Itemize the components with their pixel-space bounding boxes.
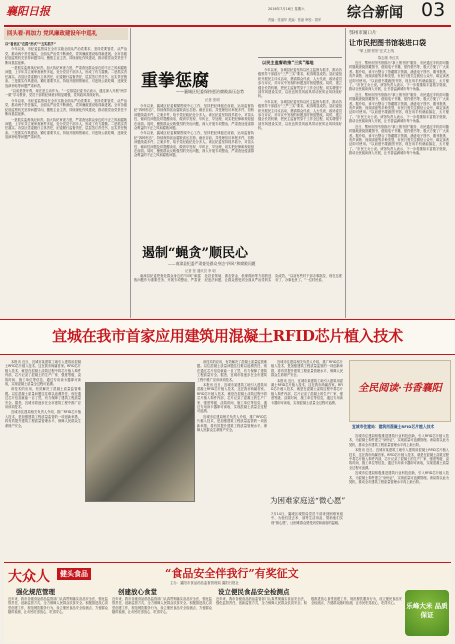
column-divider xyxy=(130,28,131,318)
column-divider-2 xyxy=(345,28,346,318)
left-column-text xyxy=(5,42,127,306)
headline-text: 宜城在我市首家应用建筑用混凝土RFID芯片植入技术 xyxy=(52,327,403,345)
ad-brand-logo: 大众人 xyxy=(8,569,50,585)
reading-paragraph-3: 宜城市住建局积极推进建筑行业科技创新，引入RFID芯片植入技术，为混凝土构件建立“身份证”，实现质量可追溯管理。该局将以此为契机，推动全市建筑工程质量管理水平再上新台阶。 xyxy=(349,471,449,485)
reading-body xyxy=(349,434,449,560)
right-body xyxy=(349,61,449,318)
article2-paragraph-2: 今年以来，谷城县纪委坚持以民主监督为抓手，推动各级领导干部践行“三严三实”要求，取得明显成效。县纪委组织开展民主评议活动，邀请群众代表、人大代表、政协委员参与评议，对评议中发现的问题及时督促整改。同时，建立健全长效机制，把民主监督贯穿于工作全过程，切实增强干部作风建设实效，以优良的党风政风带动民风社风持续好转。 xyxy=(258,99,342,131)
lower-col1-paragraph-2: 该技术的应用，有效解决了混凝土质量监管难题。以往混凝土质量问题往往难以追溯责任，现在通过芯片信息就能一目了然，有力保障了建筑工程质量安全。据悉，宜城市将逐步在全市建筑工程中推广应用该项技术。 xyxy=(5,387,81,410)
lower-col2-paragraph: 该技术的应用，有效解决了混凝土质量监管难题。以往混凝土质量问题往往难以追溯责任，现在通过芯片信息就能一目了然，有力保障了建筑工程质量安全。据悉，宜城市将逐步在全市建筑工程中推广应用该项技术。 xyxy=(197,360,267,382)
article3-subtitle: ——南漳县纪委严肃查处群众身边“四风”和腐败问题 xyxy=(168,261,256,266)
rice-product-icon xyxy=(405,590,449,636)
ad-col3-title: 设立便民食品安全检测点 xyxy=(218,588,290,596)
right-subtitle: “掌上图书馆”正式上线 xyxy=(358,49,395,53)
right-kicker: 鄂州市湖口片 xyxy=(349,31,377,36)
reading-sub-title: 宜城市住建局：建筑用混凝土RFID芯片植入技术 xyxy=(352,424,435,429)
left-paragraph-3: “以前是挤牙膏，现在是主动作为。”一位基层纪委书记表示，通过深入开展“两学一做”学习教育，党员干部的纪律意识明显增强，党风政风持续好转。 xyxy=(5,89,127,98)
left-subhead: 以“看县区”在提“形式”“五实抓手” xyxy=(5,42,56,46)
ad-main-title: “食品安全伴我行”有奖征文 xyxy=(165,567,299,580)
right-paragraph-3: 近日，鄂州市图书馆推出“掌上图书馆”服务，市民通过手机即可随时随地查阅馆藏图书、借阅电子书籍、预约借书等，极大方便了广大读者。据介绍，该平台整合了馆藏数字资源，涵盖电子图书、期刊报纸、有声读物、视频讲座等多种类型，市民只需关注微信公众号，绑定读者证即可使用。“以前借书要跑图书馆，现在用手机就能搞定，太方便了。”市民王女士说。该馆负责人表示，下一步将继续丰富数字资源，推动全民阅读深入开展，让书香溢满城市每个角落。 xyxy=(349,124,449,156)
lower-col-1 xyxy=(5,360,81,560)
lower-col-2 xyxy=(197,360,267,560)
article3-title: 遏制“蝇贪”顺民心 xyxy=(142,246,248,261)
left-banner xyxy=(4,28,128,40)
ad-col2-title: 创建放心食堂 xyxy=(118,588,157,596)
article2-paragraph: 今年以来，谷城县纪委坚持以民主监督为抓手，推动各级领导干部践行“三严三实”要求，取得明显成效。县纪委组织开展民主评议活动，邀请群众代表、人大代表、政协委员参与评议，对评议中发现的问题及时督促整改。同时，建立健全长效机制，把民主监督贯穿于工作全过程，切实增强干部作风建设实效，以优良的党风政风带动民风社风持续好转。 xyxy=(258,68,342,99)
article1-paragraph-2: 今年以来，襄城区纪委紧紧围绕中心工作，坚持把纪律挺在前面，运用监督执纪“四种形态”，持续保持惩治腐败高压态势。截至目前，共受理信访举报多件，初核问题线索多件，立案多件，给予党纪政纪处分多人。该区纪委坚持抓早抓小，对苗头性、倾向性问题及时提醒谈话，做到早发现、早纠正、早处理，切实把纪律和规矩挺在前面。同时，聚焦群众反映强烈的突出问题，深入开展专项整治，严肃查处侵害群众利益的不正之风和腐败问题。 xyxy=(134,131,254,158)
article2-rule xyxy=(258,57,342,58)
left-paragraph-1b: 今年以来，市纪委监察局在全市实施全面从严治党要求，坚持党要管党、从严治党，推动两个责任落实，全面从严治党不断深化，党风廉政建设取得新进展。全市各级纪检监察机关坚持问题导向，聚焦主业主责，持续深化作风建设，推动管党治党责任不断向基层延伸。 xyxy=(5,98,127,117)
ad-col1-text: 近年来，我市各级食品药品监管部门认真贯彻落实食品安全法，强化监管责任，创新监管方式，全力保障人民群众饮食安全。积极推进放心食堂创建工作，规范餐饮服务行为，设立便民食品安全检测点，方便群众随时检测，让市民吃得放心、吃得安心。 xyxy=(8,597,108,615)
masthead-rule xyxy=(4,25,451,27)
article1-byline: 记者 张明 xyxy=(205,98,220,102)
reading-promo-box xyxy=(349,360,451,422)
article1-paragraph: 今年以来，襄城区纪委紧紧围绕中心工作，坚持把纪律挺在前面，运用监督执纪“四种形态”，持续保持惩治腐败高压态势。截至目前，共受理信访举报多件，初核问题线索多件，立案多件，给予党纪政纪处分多人。该区纪委坚持抓早抓小，对苗头性、倾向性问题及时提醒谈话，做到早发现、早纠正、早处理，切实把纪律和规矩挺在前面。同时，聚焦群众反映强烈的突出问题，深入开展专项整治，严肃查处侵害群众利益的不正之风和腐败问题。 xyxy=(134,104,254,131)
ad-organizers: 主办：襄阳市食品药品监督管理局 襄阳日报社 xyxy=(170,581,239,585)
photo-story-caption: 7月14日，襄城区城管局党员干部来到困难家庭中，为他们送去米、油等生活用品，帮助他们实现“微心愿”，让困难群众感受到党和政府的温暖。 xyxy=(271,512,343,525)
ad-col2-text: 近年来，我市各级食品药品监管部门认真贯彻落实食品安全法，强化监管责任，创新监管方式，全力保障人民群众饮食安全。积极推进放心食堂创建工作，规范餐饮服务行为，设立便民食品安全检测点，方便群众随时检测，让市民吃得放心、吃得安心。 xyxy=(112,597,212,615)
article3-body xyxy=(134,274,342,318)
lower-col1-paragraph: 本报讯 近日，宜城市某建筑工地引入建筑用混凝土RFID芯片植入技术，这在我市尚属首家。RFID芯片植入技术，就是在混凝土浇筑过程中将芯片植入构件内部，芯片记录了混凝土的生产厂家、强度等级、浇筑时间、施工单位等信息，通过专用读卡器即可读取，实现混凝土质量全过程可追溯。 xyxy=(5,360,81,387)
article2-body xyxy=(258,68,342,234)
photo-story-title: 为困难家庭送“微心愿” xyxy=(270,496,346,505)
lower-col3-paragraph: 宜城市住建局相关负责人介绍，推广RFID芯片植入技术，是加强建筑工程质量监管的一项创新举措，将有效提升建筑工程质量管理水平，保障人民群众生命财产安全。 xyxy=(271,360,343,378)
ad-brand-tag: 健头食品 xyxy=(57,568,91,580)
reading-paragraph-2: 本报讯 近日，宜城市某建筑工地引入建筑用混凝土RFID芯片植入技术，这在我市尚属首家。RFID芯片植入技术，就是在混凝土浇筑过程中将芯片植入构件内部，芯片记录了混凝土的生产厂家、强度等级、浇筑时间、施工单位等信息，通过专用读卡器即可读取，实现混凝土质量全过程可追溯。 xyxy=(349,448,449,470)
lower-col3-paragraph-2: 本报讯 近日，宜城市某建筑工地引入建筑用混凝土RFID芯片植入技术，这在我市尚属首家。RFID芯片植入技术，就是在混凝土浇筑过程中将芯片植入构件内部，芯片记录了混凝土的生产厂家、强度等级、浇筑时间、施工单位等信息，通过专用读卡器即可读取，实现混凝土质量全过程可追溯。 xyxy=(271,378,343,405)
editor-credits: 责编：张丽华 美编：张丽 审校：胡军 xyxy=(268,18,322,22)
left-banner-title: 回头看·再加力 党风廉政建设年中巡礼 xyxy=(7,31,98,37)
lower-col1-paragraph-3: 宜城市住建局相关负责人介绍，推广RFID芯片植入技术，是加强建筑工程质量监管的一项创新举措，将有效提升建筑工程质量管理水平，保障人民群众生命财产安全。 xyxy=(5,410,81,428)
ad-slogan: 乐峰大米 品质保证 xyxy=(406,602,448,619)
headline-banner xyxy=(0,319,455,355)
left-paragraph-2b: 一是抓实监督执纪问责。加大执纪审查力度，严肃查处群众身边的不正之风和腐败问题，上半年共立案审查案件多起，处分党员干部多人，形成了有力震慑。二是抓实责任落实。各县区党委履行主体责任，纪委履行监督责任，层层签订责任书，压实责任链条。三是抓实作风建设。紧盯重要节点，持续开展明察暗访，对违规公款吃喝、违规发放津补贴等问题严肃问责。 xyxy=(5,117,127,140)
right-paragraph: 近日，鄂州市图书馆推出“掌上图书馆”服务，市民通过手机即可随时随地查阅馆藏图书、借阅电子书籍、预约借书等，极大方便了广大读者。据介绍，该平台整合了馆藏数字资源，涵盖电子图书、期刊报纸、有声读物、视频讲座等多种类型，市民只需关注微信公众号，绑定读者证即可使用。“以前借书要跑图书馆，现在用手机就能搞定，太方便了。”市民王女士说。该馆负责人表示，下一步将继续丰富数字资源，推动全民阅读深入开展，让书香溢满城市每个角落。 xyxy=(349,61,449,92)
reading-paragraph: 宜城市住建局积极推进建筑行业科技创新，引入RFID芯片植入技术，为混凝土构件建立“身份证”，实现质量可追溯管理。该局将以此为契机，推动全市建筑工程质量管理水平再上新台阶。 xyxy=(349,434,449,447)
lower-col2-paragraph-3: 宜城市住建局相关负责人介绍，推广RFID芯片植入技术，是加强建筑工程质量监管的一项创新举措，将有效提升建筑工程质量管理水平，保障人民群众生命财产安全。 xyxy=(197,414,267,433)
left-paragraph-1: 今年以来，市纪委监察局在全市实施全面从严治党要求，坚持党要管党、从严治党，推动两个责任落实，全面从严治党不断深化，党风廉政建设取得新进展。全市各级纪检监察机关坚持问题导向，聚焦主业主责，持续深化作风建设，推动管党治党责任不断向基层延伸。 xyxy=(5,47,127,65)
lower-col2-paragraph-2: 本报讯 近日，宜城市某建筑工地引入建筑用混凝土RFID芯片植入技术，这在我市尚属首家。RFID芯片植入技术，就是在混凝土浇筑过程中将芯片植入构件内部，芯片记录了混凝土的生产厂家、强度等级、浇筑时间、施工单位等信息，通过专用读卡器即可读取，实现混凝土质量全过程可追溯。 xyxy=(197,383,267,414)
right-paragraph-2: 近日，鄂州市图书馆推出“掌上图书馆”服务，市民通过手机即可随时随地查阅馆藏图书、借阅电子书籍、预约借书等，极大方便了广大读者。据介绍，该平台整合了馆藏数字资源，涵盖电子图书、期刊报纸、有声读物、视频讲座等多种类型，市民只需关注微信公众号，绑定读者证即可使用。“以前借书要跑图书馆，现在用手机就能搞定，太方便了。”市民王女士说。该馆负责人表示，下一步将继续丰富数字资源，推动全民阅读深入开展，让书香溢满城市每个角落。 xyxy=(349,92,449,124)
reading-promo-title: 全民阅读·书香襄阳 xyxy=(358,383,442,394)
right-byline: 陈志刚 李红英 xyxy=(378,56,399,60)
right-title: 让市民把图书馆装进口袋 xyxy=(349,38,426,47)
article1-body xyxy=(134,104,254,234)
left-paragraph-2: 一是抓实监督执纪问责。加大执纪审查力度，严肃查处群众身边的不正之风和腐败问题，上半年共立案审查案件多起，处分党员干部多人，形成了有力震慑。二是抓实责任落实。各县区党委履行主体责任，纪委履行监督责任，层层签订责任书，压实责任链条。三是抓实作风建设。紧盯重要节点，持续开展明察暗访，对违规公款吃喝、违规发放津补贴等问题严肃问责。 xyxy=(5,66,127,88)
newspaper-logo: 襄阳日报 xyxy=(6,5,50,18)
article3-byline: 记者 张 通讯员 李 明 xyxy=(185,269,216,273)
article1-title: 重拳惩腐 xyxy=(141,71,209,91)
article1-subtitle: ——襄城区纪委保持惩治腐败高压态势 xyxy=(176,89,244,94)
issue-date: 2016年7月16日 星期六 xyxy=(268,7,305,11)
section-title: 综合新闻 xyxy=(347,5,403,21)
ad-col3-text: 近年来，我市各级食品药品监管部门认真贯彻落实食品安全法，强化监管责任，创新监管方式，全力保障人民群众饮食安全。积极推进放心食堂创建工作，规范餐饮服务行为，设立便民食品安全检测点，方便群众随时检测，让市民吃得放心、吃得安心。 xyxy=(216,597,402,606)
news-photo-workers xyxy=(85,382,195,502)
article2-title: 以民主监督助推“三实”落地 xyxy=(262,60,314,65)
page-number: 03 xyxy=(421,0,446,21)
lower-col-3 xyxy=(271,360,343,480)
ad-col1-title: 强化规范管理 xyxy=(16,588,55,596)
article3-paragraph: 南漳县纪委把查处群众身边的“四风”和腐败问题作为重要任务，开展专项整治，严肃查处扶贫领域、惠农资金、低保救助等方面的违纪违法问题，让群众感受到全面从严治党的实际成效。“以前有些村干部办事拖拉，现在态度好了，办事也快了。”一位村民说。 xyxy=(134,274,342,283)
